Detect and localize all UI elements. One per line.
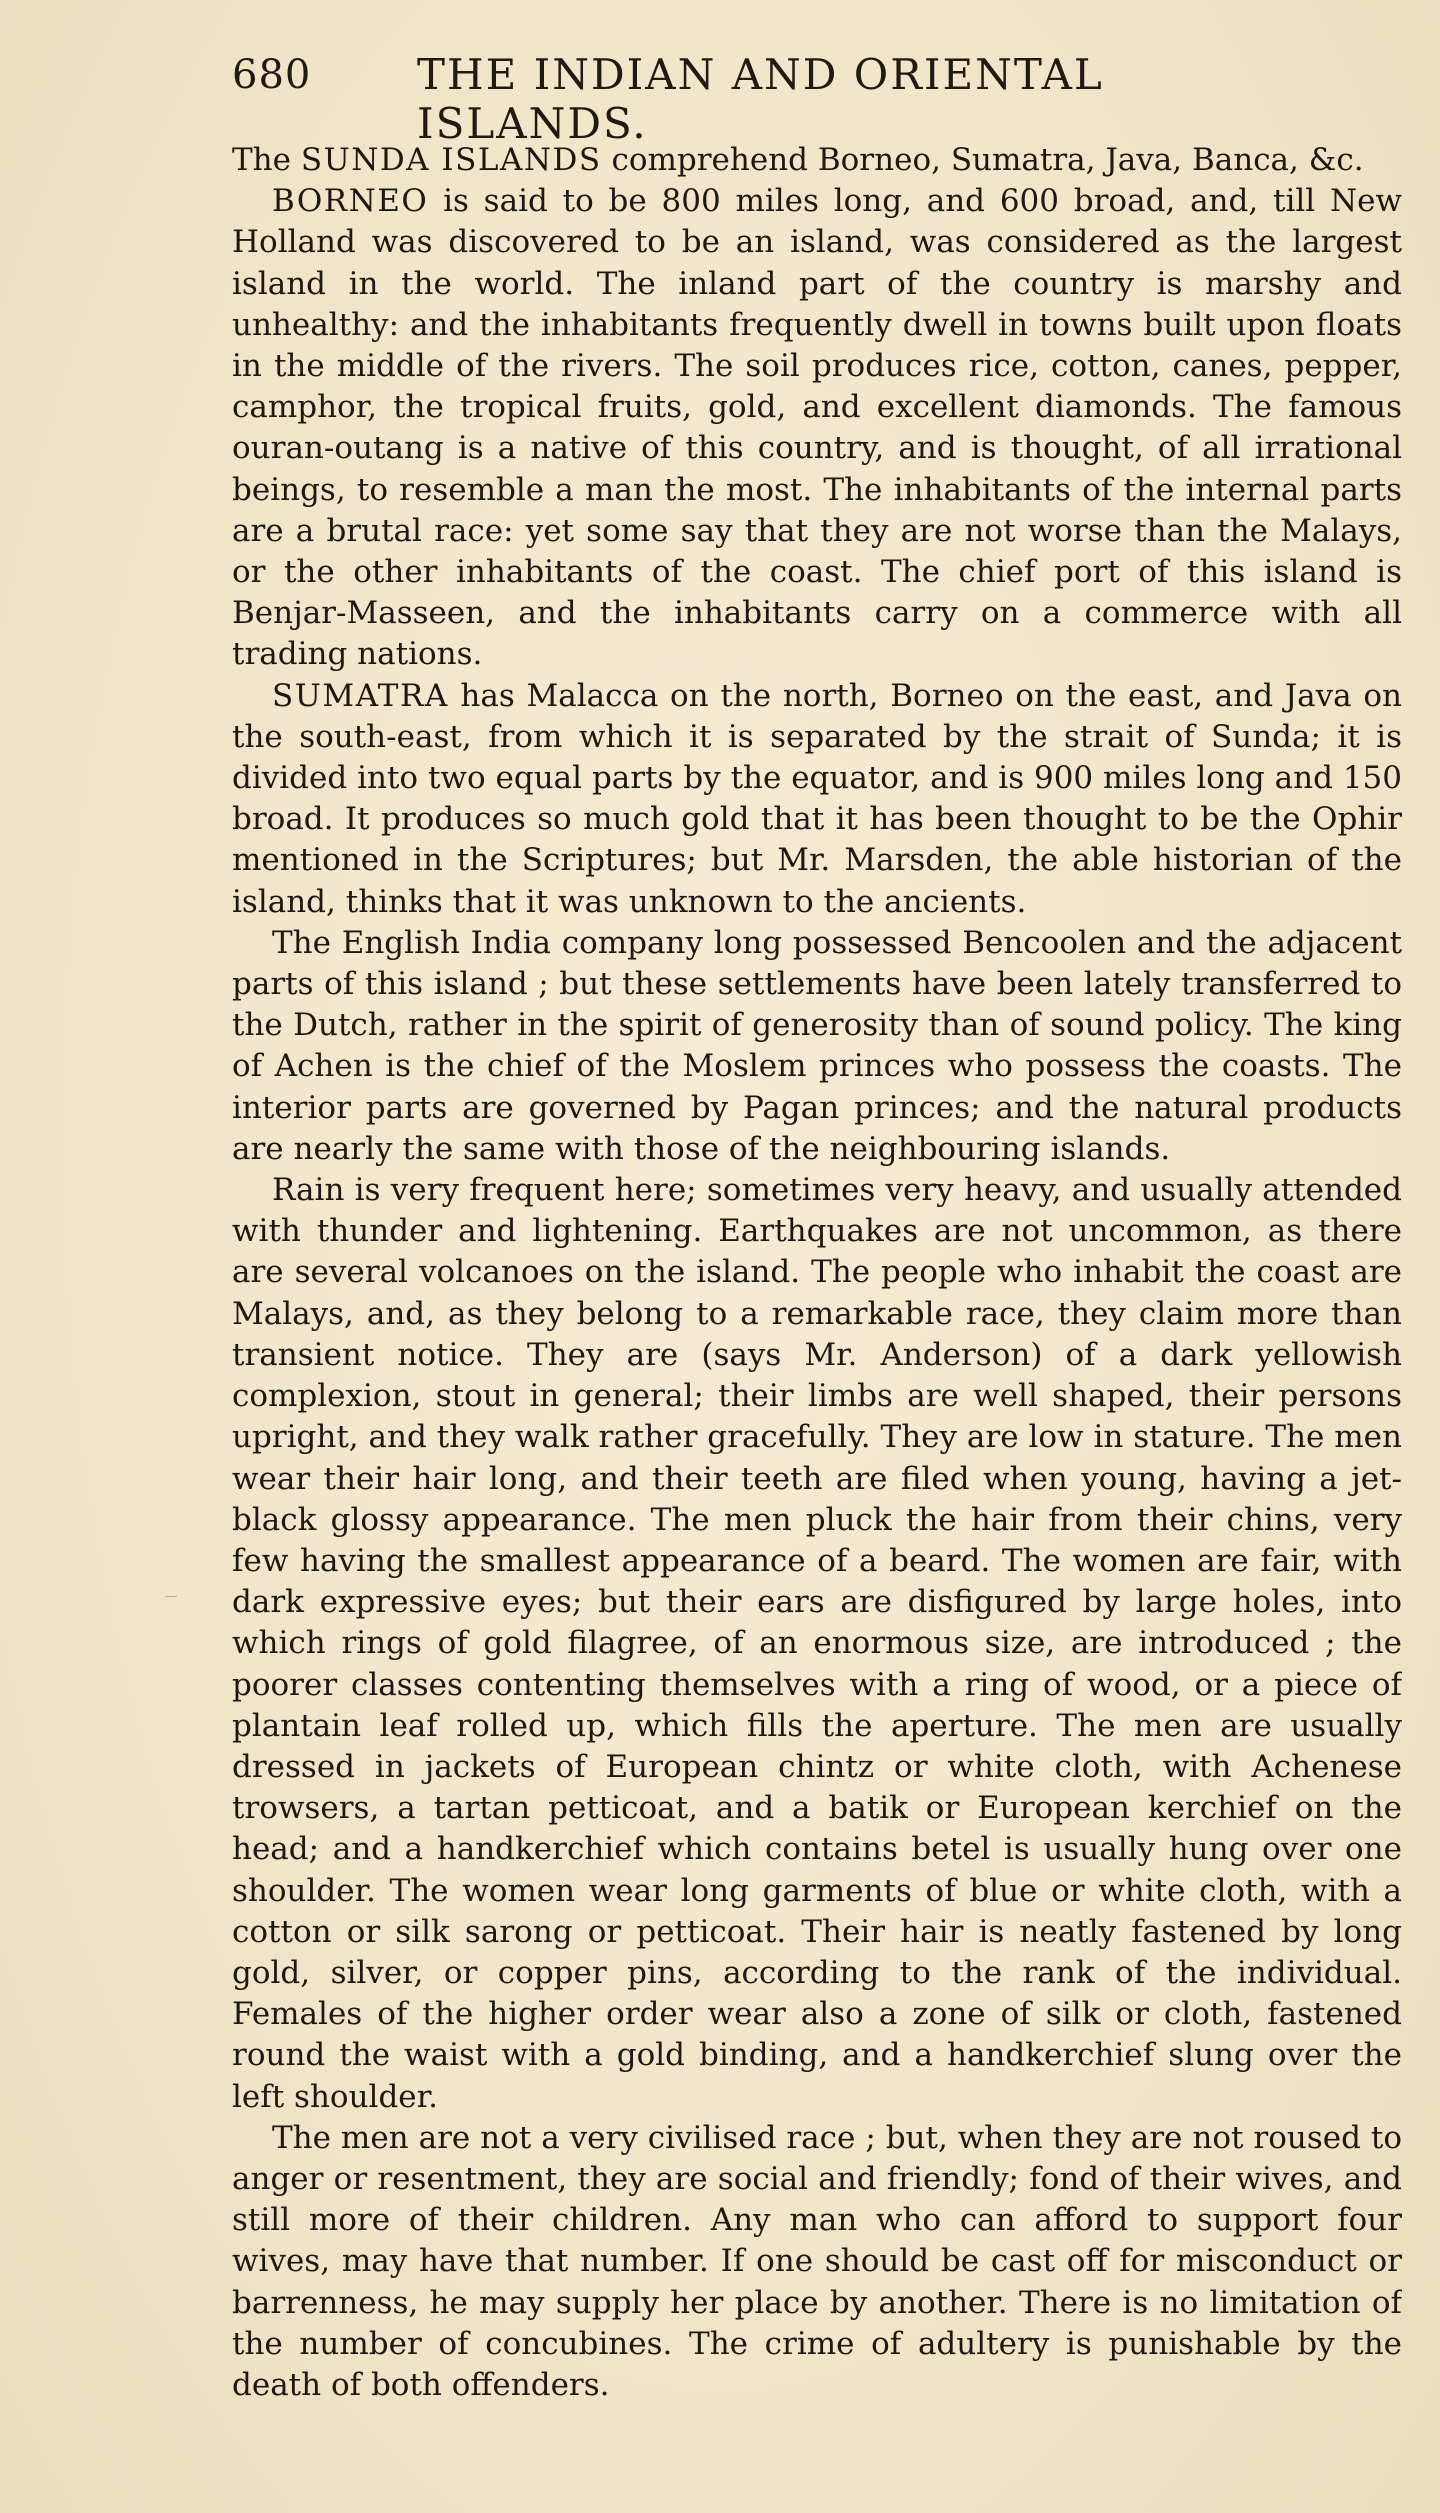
- page-number: 680: [232, 52, 312, 98]
- paragraph-sumatra: [232, 676, 1402, 923]
- paragraph-sunda-islands: [232, 140, 1402, 181]
- body-text: [232, 140, 1402, 2420]
- paragraph-text: Rain is very frequent here; sometimes very heavy, and usually attended with thunder and lightening. Earthquakes are not uncommon, as there are several volcanoes on the island. The people who inhabit the coast are Malays, and, as they belong to a remarkable race, they claim more than transient notice. They are (says Mr. Anderson) of a dark yellowish complexion, stout in general; their limbs are well shaped, their persons upright, and they walk rather gracefully. They are low in stature. The men wear their hair long, and their teeth are filed when young, having a jet-black glossy appearance. The men pluck the hair from their chins, very few having the smallest appearance of a beard. The women are fair, with dark expressive eyes; but their ears are disfigured by large holes, into which rings of gold filagree, of an enormous size, are introduced ; the poorer classes contenting themselves with a ring of wood, or a piece of plantain leaf rolled up, which fills the aperture. The men are usually dressed in jackets of European chintz or white cloth, with Achenese trowsers, a tartan petticoat, and a batik or European kerchief on the head; and a handkerchief which contains betel is usually hung over one shoulder. The women wear long garments of blue or white cloth, with a cotton or silk sarong or petticoat. Their hair is neatly fastened by long gold, silver, or copper pins, according to the rank of the individual. Females of the higher order wear also a zone of silk or cloth, fastened round the waist with a gold binding, and a handkerchief slung over the left shoulder.: [232, 1172, 1402, 2115]
- margin-mark: [165, 1596, 177, 1597]
- paragraph-text: is said to be 800 miles long, and 600 broad, and, till New Holland was discovered to be an island, was considered as the largest island in the world. The inland part of the country is marshy and unhealthy: and the inhabitants frequently dwell in towns built upon floats in the middle of the rivers. The soil produces rice, cotton, canes, pepper, camphor, the tropical fruits, gold, and excellent diamonds. The famous ouran-outang is a native of this country, and is thought, of all irrational beings, to resemble a man the most. The inhabitants of the internal parts are a brutal race: yet some say that they are not worse than the Malays, or the other inhabitants of the coast. The chief port of this island is Benjar-Masseen, and the inhabitants carry on a commerce with all trading nations.: [232, 183, 1402, 673]
- paragraph-lead: The: [232, 142, 301, 178]
- section-heading-sumatra: SUMATRA: [272, 677, 449, 714]
- paragraph-text: The English India company long possessed Bencoolen and the adjacent parts of this island ; but these settlements have been lately transferred to the Dutch, rather in the spirit of generosity than of sound policy. The king of Achen is the chief of the Moslem princes who possess the coasts. The interior parts are governed by Pagan princes; and the natural products are nearly the same with those of the neighbouring islands.: [232, 924, 1402, 1167]
- paragraph-english-company: [232, 923, 1402, 1170]
- running-title: THE INDIAN AND ORIENTAL ISLANDS.: [417, 50, 1104, 148]
- paragraph-borneo: [232, 181, 1402, 675]
- page-header: [232, 50, 1232, 148]
- section-heading-borneo: BORNEO: [272, 183, 429, 220]
- paragraph-text: has Malacca on the north, Borneo on the east, and Java on the south-east, from which it is separated by the strait of Sunda; it is divided into two equal parts by the equator, and is 900 miles long and 150 broad. It produces so much gold that it has been thought to be the Ophir mentioned in the Scriptures; but Mr. Marsden, the able historian of the island, thinks that it was unknown to the ancients.: [232, 677, 1402, 920]
- section-heading-sunda-islands: SUNDA ISLANDS: [300, 142, 602, 178]
- paragraph-customs: [232, 2118, 1402, 2406]
- paragraph-text: The men are not a very civilised race ; but, when they are not roused to anger or resentment, they are social and friendly; fond of their wives, and still more of their children. Any man who can afford to support four wives, may have that number. If one should be cast off for misconduct or barrenness, he may supply her place by another. There is no limitation of the number of concubines. The crime of adultery is punishable by the death of both offenders.: [232, 2119, 1402, 2403]
- paragraph-rain-and-people: [232, 1170, 1402, 2118]
- paragraph-text: comprehend Borneo, Sumatra, Java, Banca, &c.: [601, 142, 1364, 178]
